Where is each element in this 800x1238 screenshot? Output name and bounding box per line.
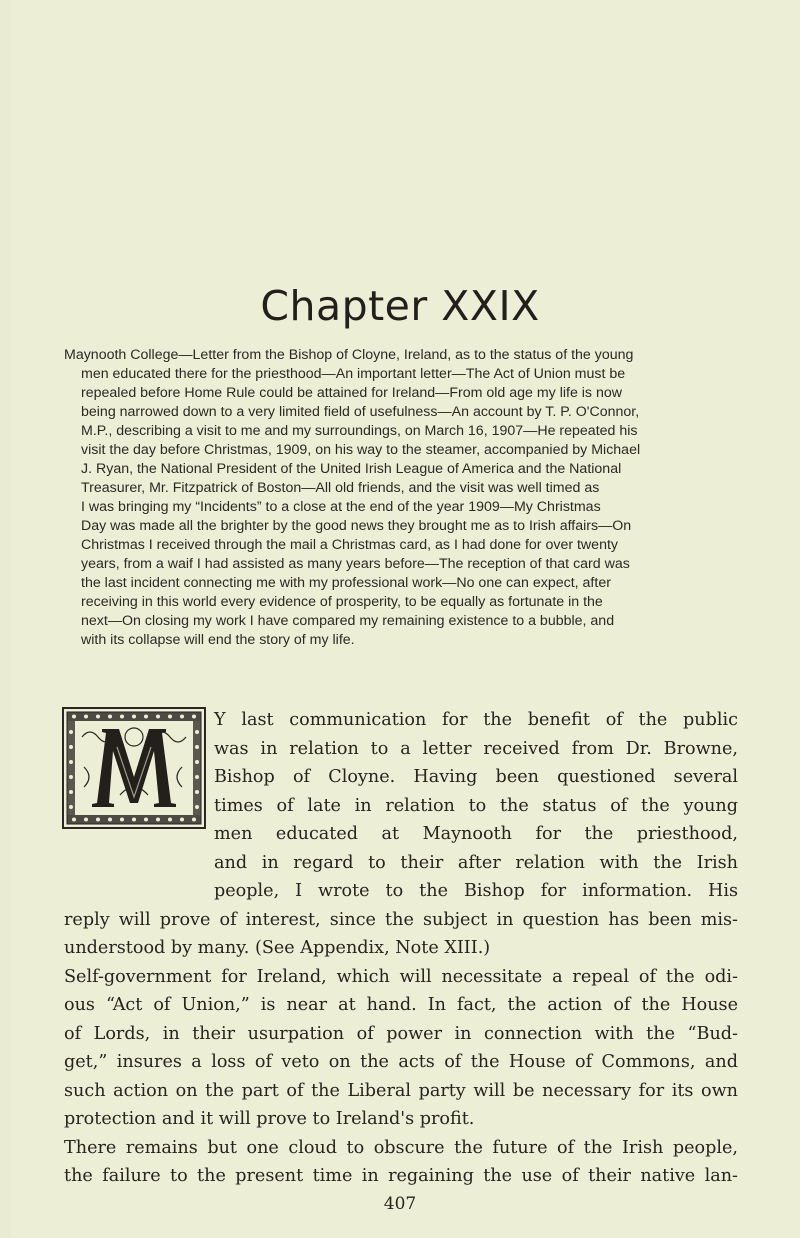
body-text	[64, 706, 738, 1191]
body-line: Y last communication for the benefit of the public	[214, 710, 738, 730]
synopsis-line: Christmas I received through the mail a Christmas card, as I had done for over twenty	[81, 537, 618, 553]
body-line: such action on the part of the Liberal party will be necessary for its own	[64, 1080, 738, 1101]
synopsis-line: I was bringing my “Incidents” to a close at the end of the year 1909—My Christmas	[81, 499, 601, 515]
body-line: reply will prove of interest, since the subject in question has been mis-	[64, 909, 738, 930]
body-line: get,” insures a loss of veto on the acts of the House of Commons, and	[64, 1052, 738, 1072]
body-line: was in relation to a letter received from Dr. Browne,	[214, 738, 738, 759]
chapter-synopsis	[64, 346, 736, 650]
synopsis-line: visit the day before Christmas, 1909, on his way to the steamer, accompanied by Michael	[81, 442, 641, 458]
synopsis-line: receiving in this world every evidence of prosperity, to be equally as fortunate in the	[81, 594, 603, 610]
synopsis-line: J. Ryan, the National President of the United Irish League of America and the National	[81, 461, 622, 477]
body-line: men educated at Maynooth for the priesthood,	[214, 824, 738, 844]
body-line: ous “Act of Union,” is near at hand. In fact, the action of the House	[64, 995, 738, 1015]
body-line: and in regard to their after relation with the Irish	[214, 852, 738, 873]
synopsis-line: next—On closing my work I have compared my remaining existence to a bubble, and	[81, 613, 615, 629]
body-line: people, I wrote to the Bishop for information. His	[214, 881, 738, 901]
synopsis-line: Maynooth College—Letter from the Bishop of Cloyne, Ireland, as to the status of the young	[64, 347, 634, 363]
synopsis-line: with its collapse will end the story of my life.	[81, 632, 355, 648]
synopsis-line: men educated there for the priesthood—An important letter—The Act of Union must be	[81, 366, 626, 382]
body-line: the failure to the present time in regaining the use of their native lan-	[64, 1166, 738, 1186]
body-line: of Lords, in their usurpation of power in connection with the “Bud-	[64, 1023, 738, 1044]
body-line: There remains but one cloud to obscure the future of the Irish people,	[64, 1137, 738, 1158]
synopsis-line: years, from a waif I had assisted as many years before—The reception of that card was	[81, 556, 630, 572]
synopsis-line: repealed before Home Rule could be attained for Ireland—From old age my life is now	[81, 385, 622, 401]
synopsis-line: being narrowed down to a very limited field of usefulness—An account by T. P. O'Connor,	[81, 404, 640, 420]
synopsis-line: Day was made all the brighter by the good news they brought me as to Irish affairs—On	[81, 518, 632, 534]
page-number: 407	[383, 1194, 417, 1214]
synopsis-line: M.P., describing a visit to me and my surroundings, on March 16, 1907—He repeated his	[81, 423, 638, 439]
chapter-title: Chapter XXIX	[260, 282, 540, 330]
body-line: protection and it will prove to Ireland's profit.	[64, 1109, 475, 1129]
body-line: Bishop of Cloyne. Having been questioned several	[214, 767, 738, 787]
body-line: understood by many. (See Appendix, Note XIII.)	[64, 938, 491, 958]
synopsis-line: Treasurer, Mr. Fitzpatrick of Boston—All old friends, and the visit was well timed as	[81, 480, 600, 496]
synopsis-line: the last incident connecting me with my professional work—No one can expect, after	[81, 575, 611, 591]
body-line: Self-government for Ireland, which will necessitate a repeal of the odi-	[64, 966, 738, 987]
body-line: times of late in relation to the status of the young	[214, 795, 738, 816]
